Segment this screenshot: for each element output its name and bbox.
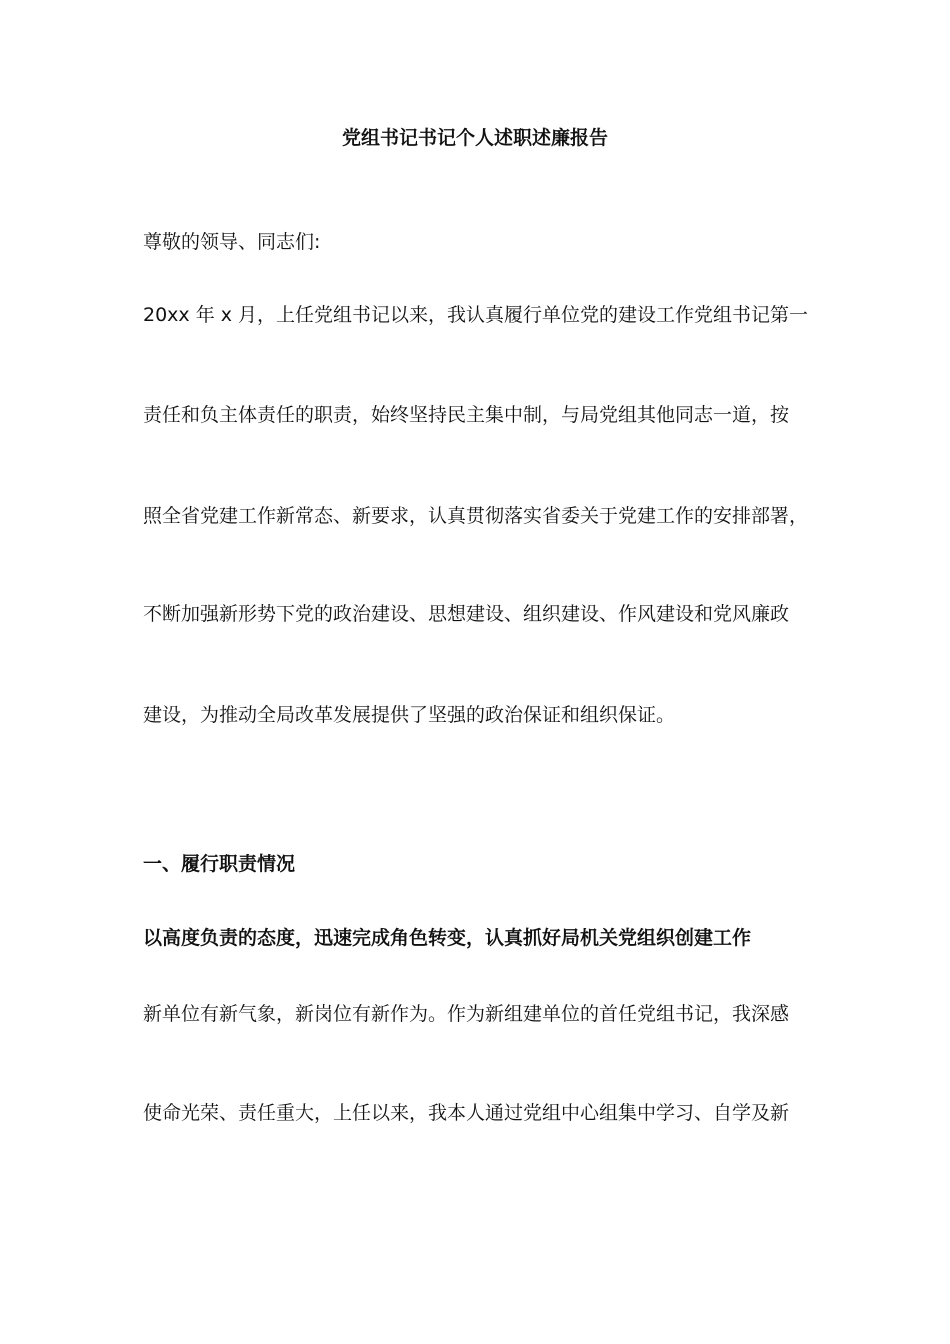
document-title: 党组书记书记个人述职述廉报告 <box>341 127 608 149</box>
paragraph-line: 责任和负主体责任的职责，始终坚持民主集中制，与局党组其他同志一道，按 <box>143 404 790 426</box>
section-heading: 一、履行职责情况 <box>143 853 296 875</box>
salutation: 尊敬的领导、同志们: <box>143 231 321 253</box>
paragraph-line: 使命光荣、责任重大，上任以来，我本人通过党组中心组集中学习、自学及新 <box>143 1102 790 1124</box>
paragraph-line: 20xx 年 x 月，上任党组书记以来，我认真履行单位党的建设工作党组书记第一 <box>143 304 809 326</box>
paragraph-line: 建设，为推动全局改革发展提供了坚强的政治保证和组织保证。 <box>143 704 676 726</box>
paragraph-line: 照全省党建工作新常态、新要求，认真贯彻落实省委关于党建工作的安排部署， <box>143 505 809 527</box>
section-subheading: 以高度负责的态度，迅速完成角色转变，认真抓好局机关党组织创建工作 <box>143 927 752 949</box>
paragraph-line: 不断加强新形势下党的政治建设、思想建设、组织建设、作风建设和党风廉政 <box>143 603 790 625</box>
paragraph-line: 新单位有新气象，新岗位有新作为。作为新组建单位的首任党组书记，我深感 <box>143 1003 790 1025</box>
